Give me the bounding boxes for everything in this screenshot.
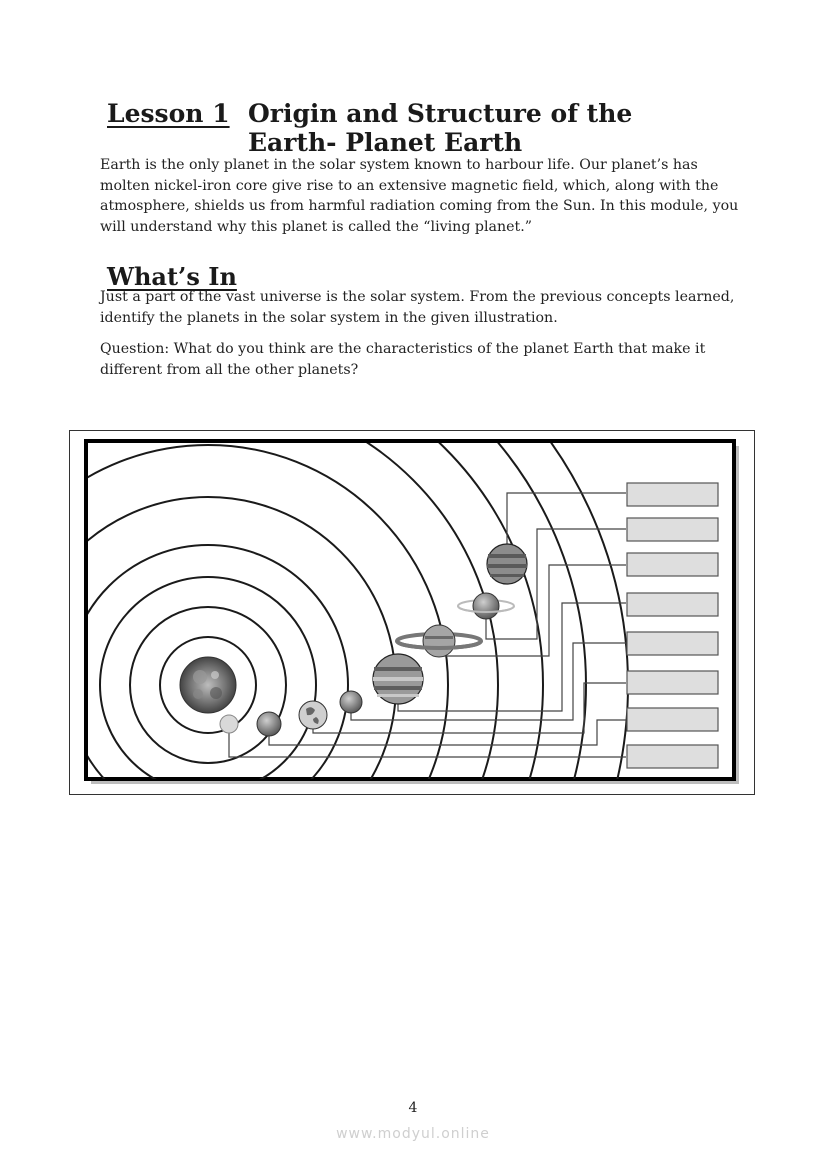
figure-frame <box>69 430 755 795</box>
lesson-title: Origin and Structure of the Earth- Planet Earth <box>248 99 633 157</box>
label-box[interactable] <box>627 671 718 694</box>
planet-mars <box>340 691 362 713</box>
planet-mercury <box>220 715 238 733</box>
sun <box>180 657 236 713</box>
label-box[interactable] <box>627 553 718 576</box>
lesson-number: Lesson 1 <box>107 99 230 128</box>
label-box[interactable] <box>627 632 718 655</box>
page-number: 4 <box>408 1100 418 1116</box>
planet-earth <box>299 701 327 729</box>
question-paragraph: Question: What do you think are the characteristics of the planet Earth that make it different from all the other planets? <box>100 341 706 378</box>
solar-system-illustration <box>70 431 756 796</box>
planet-jupiter <box>373 654 423 704</box>
planet-venus <box>257 712 281 736</box>
label-box[interactable] <box>627 708 718 731</box>
watermark: www.modyul.online <box>336 1126 490 1142</box>
intro-paragraph: Earth is the only planet in the solar system known to harbour life. Our planet’s has molten nickel-iron core give rise to an extensive magnetic field, which, along with the atmosphere, shields us from harmful radiation coming from the Sun. In this module, you will understand why this planet is called the “living planet.” <box>100 157 739 235</box>
section-heading: What’s In <box>107 262 237 291</box>
label-box[interactable] <box>627 593 718 616</box>
section-paragraph: Just a part of the vast universe is the solar system. From the previous concepts learned, identify the planets in the solar system in the given illustration. <box>100 289 735 326</box>
planet-neptune <box>487 544 527 584</box>
label-box[interactable] <box>627 745 718 768</box>
label-box[interactable] <box>627 483 718 506</box>
label-box[interactable] <box>627 518 718 541</box>
